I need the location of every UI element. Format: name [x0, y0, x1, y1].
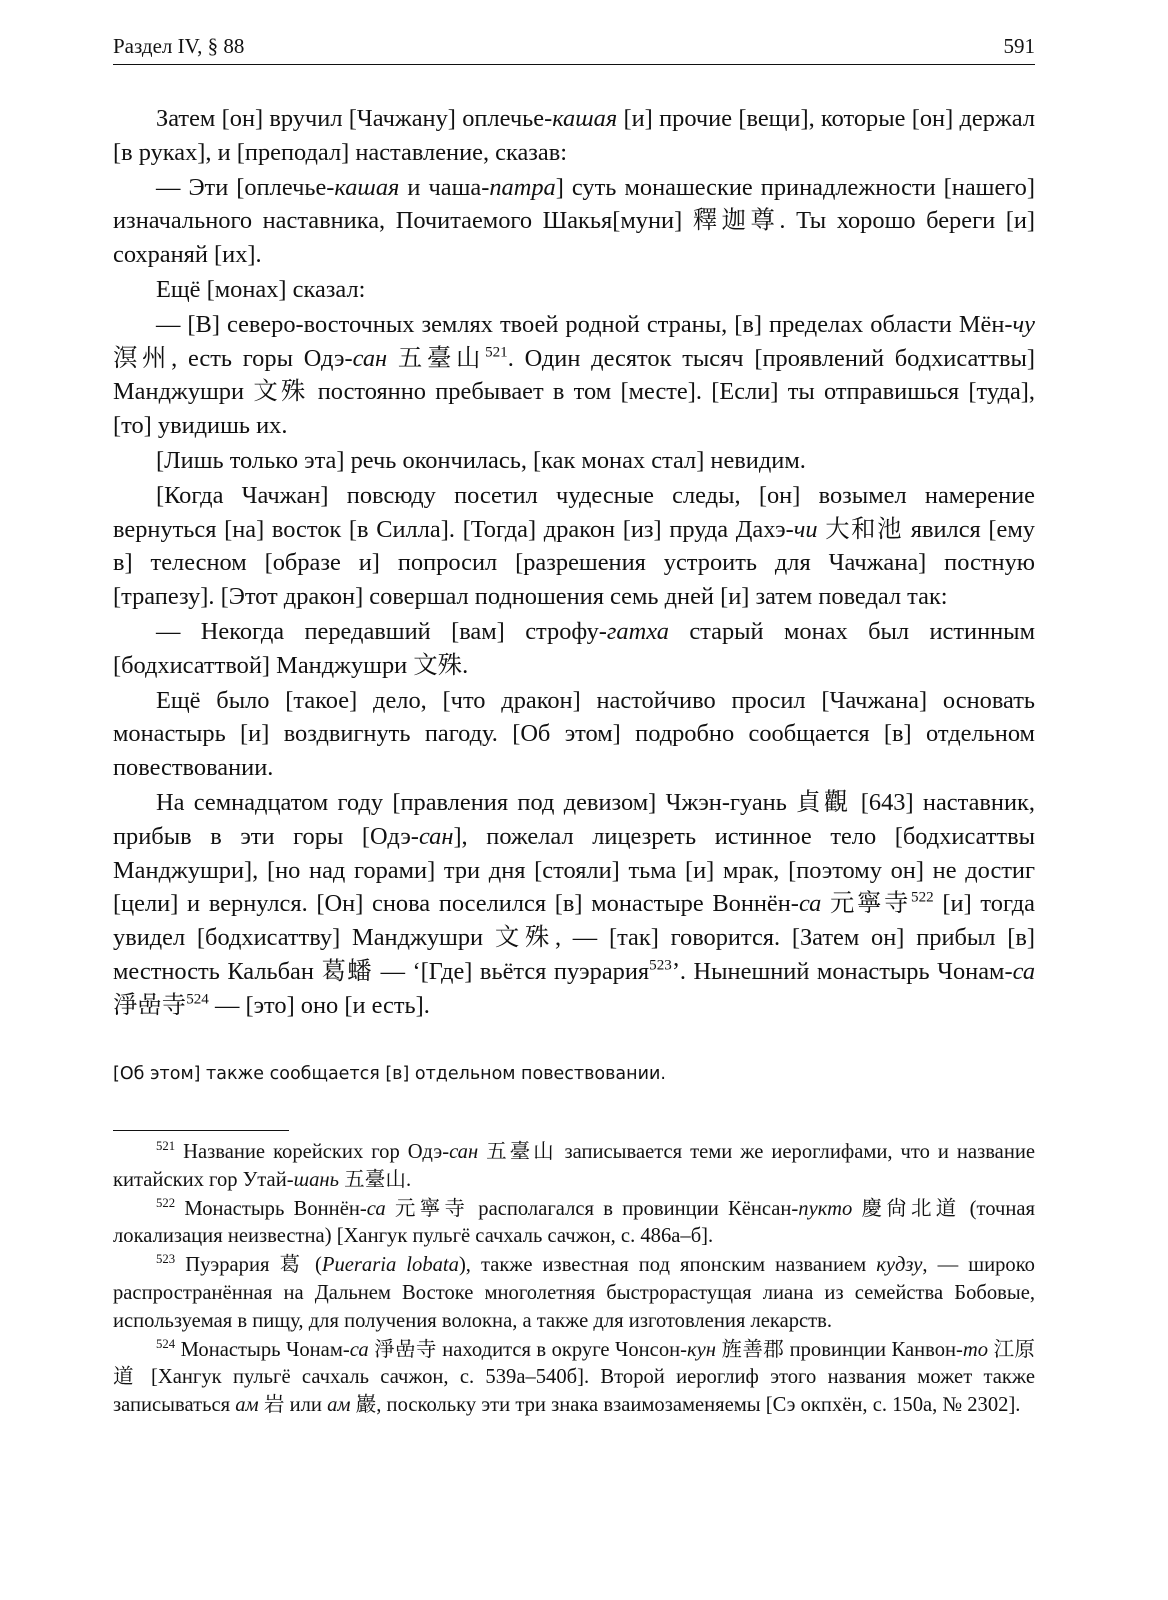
italic-term: сан: [352, 344, 388, 372]
footnote-number: 521: [156, 1139, 176, 1154]
text-span: 五臺山 записывается теми же иероглифами, что и название китайских гор Утай-: [113, 1141, 1035, 1191]
footnote-ref-522[interactable]: 522: [911, 889, 934, 906]
text-span: ’. Нынешний монастырь Чонам-: [671, 957, 1013, 985]
italic-term: Pueraria lobata: [321, 1254, 459, 1277]
text-span: ], пожелал лицезреть истинное тело [бодхисаттвы Манджушри], [но над горами] три дня [стояли] тьма [и] мрак, [поэтому он] не достиг [цели] и вернулся. [Он] снова поселился [в] монастыре Воннён-: [113, 822, 1035, 918]
text-span: — [В] северо-восточных землях твоей родной страны, [в] пределах области Мён-: [156, 310, 1013, 338]
text-span: 淨嵒寺: [113, 991, 187, 1019]
text-span: 慶尙北道 (точная локализация неизвестна) [Хангук пульгё сачхаль сачжон, с. 486а–б].: [113, 1197, 1036, 1248]
italic-term: сан: [418, 822, 454, 850]
text-span: Затем [он] вручил [Чачжану] оплечье-: [156, 105, 553, 132]
text-span: , — широко распространённая на Дальнем Востоке многолетняя быстрорастущая лиана из семейства Бобовые, используемая в пищу, для получения волокна, а также для изготовления лекарств.: [113, 1254, 1035, 1332]
inserted-note: [Об этом] также сообщается [в] отдельном повествовании.: [113, 1064, 666, 1084]
italic-term: са: [798, 890, 822, 918]
italic-term: са: [349, 1338, 369, 1361]
italic-term: ам: [327, 1394, 351, 1417]
italic-term: чи: [793, 515, 818, 543]
text-span: — Эти [оплечье-: [156, 173, 335, 201]
footnote-ref-524[interactable]: 524: [186, 991, 209, 1008]
page-number: 591: [1003, 34, 1035, 58]
text-span: 溟州, есть горы Одэ-: [113, 344, 353, 372]
paragraph-1: [113, 102, 1035, 170]
paragraph-2: [113, 171, 1035, 272]
italic-term: кашая: [334, 173, 400, 201]
footnote-number: 524: [156, 1336, 176, 1351]
italic-term: кудзу: [876, 1254, 923, 1277]
main-text: [113, 102, 1035, 1023]
footnote-524: [113, 1337, 1035, 1420]
footnote-number: 523: [156, 1252, 176, 1267]
italic-term: са: [366, 1197, 386, 1220]
text-span: 五臺山.: [339, 1168, 412, 1191]
text-span: Монастырь Чонам-: [175, 1338, 350, 1361]
text-span: и чаша-: [399, 173, 490, 201]
italic-term: шань: [293, 1168, 340, 1191]
text-span: старый монах был истинным [бодхисаттвой] Манджушри 文殊.: [113, 617, 1036, 679]
footnotes: [113, 1139, 1035, 1421]
paragraph-7: [113, 615, 1035, 683]
italic-term: то: [962, 1338, 989, 1361]
footnote-522: [113, 1196, 1035, 1252]
text-span: ), также известная под японским названием: [458, 1254, 877, 1277]
italic-term: са: [1012, 957, 1036, 985]
paragraph-4: [113, 308, 1035, 443]
text-span: Пуэрария 葛 (: [175, 1254, 322, 1277]
paragraph-3: Ещё [монах] сказал:: [156, 275, 366, 303]
text-span: 江原道 [Хангук пульгё сачхаль сачжон, с. 539а–540б]. Второй иероглиф этого названия может также записываться: [113, 1338, 1035, 1417]
text-span: 大和池 явился [ему в] телесном [образе и] попросил [разрешения устроить для Чачжана] постную [трапезу]. [Этот дракон] совершал подношения семь дней [и] затем поведал так:: [113, 515, 1035, 611]
text-span: [и] тогда увидел [бодхисаттву] Манджушри 文殊, — [так] говорится. [Затем он] прибыл [в] местность Кальбан 葛蟠 — ‘[Где] вьётся пуэрария: [113, 890, 1035, 985]
footnote-521: [113, 1139, 1035, 1195]
footnote-523: [113, 1252, 1035, 1335]
text-span: . Один десяток тысяч [проявлений бодхисаттвы] Манджушри 文殊 постоянно пребывает в том [месте]. [Если] ты отправишься [туда], [то] увидишь их.: [113, 344, 1035, 440]
italic-term: патра: [489, 173, 556, 201]
italic-term: кашая: [552, 105, 618, 132]
text-span: Название корейских гор Одэ-: [175, 1141, 450, 1163]
text-span: На семнадцатом году [правления под девизом] Чжэн-гуань 貞觀 [643] наставник, прибыв в эти горы [Одэ-: [113, 788, 1035, 850]
text-span: 岩 или: [258, 1394, 328, 1417]
italic-term: ам: [235, 1394, 259, 1417]
italic-term: сан: [449, 1141, 479, 1163]
header-rule: [113, 64, 1035, 65]
italic-term: пукто: [798, 1197, 853, 1220]
italic-term: чу: [1012, 310, 1035, 338]
text-span: — Некогда передавший [вам] строфу-: [156, 617, 607, 645]
paragraph-5: [Лишь только эта] речь окончилась, [как монах стал] невидим.: [156, 446, 806, 474]
italic-term: кун: [687, 1338, 716, 1361]
paragraph-8: Ещё было [такое] дело, [что дракон] настойчиво просил [Чачжана] основать монастырь [и] воздвигнуть пагоду. [Об этом] подробно сообщается [в] отдельном повествовании.: [113, 686, 1035, 782]
text-span: 巖, поскольку эти три знака взаимозаменяемы [Сэ окпхён, с. 150а, № 2302].: [350, 1394, 1021, 1417]
text-span: [и] прочие [вещи], которые [он] держал [в руках], и [преподал] наставление, сказав:: [113, 105, 1036, 166]
text-span: ] суть монашеские принадлежности [нашего] изначального наставника, Почитаемого Шакья[муни] 釋迦尊. Ты хорошо береги [и] сохраняй [их].: [113, 173, 1035, 269]
footnote-ref-521[interactable]: 521: [485, 344, 508, 361]
text-span: 旌善郡 провинции Канвон-: [716, 1338, 963, 1361]
footnote-number: 522: [156, 1195, 176, 1210]
italic-term: гатха: [606, 617, 669, 645]
text-span: 元寧寺 располагался в провинции Кёнсан-: [385, 1197, 799, 1220]
text-span: 元寧寺: [821, 890, 912, 918]
text-span: [Когда Чачжан] повсюду посетил чудесные следы, [он] возымел намерение вернуться [на] восток [в Силла]. [Тогда] дракон [из] пруда Дахэ-: [113, 481, 1035, 543]
paragraph-6: [113, 479, 1035, 614]
paragraph-9: [113, 786, 1035, 1023]
running-head: [113, 34, 1035, 64]
section-reference: Раздел IV, § 88: [113, 34, 245, 58]
text-span: 五臺山: [387, 344, 486, 372]
footnote-ref-523[interactable]: 523: [649, 957, 672, 974]
text-span: — [это] оно [и есть].: [208, 991, 430, 1019]
footnote-rule: [113, 1130, 289, 1131]
text-span: 淨嵒寺 находится в округе Чонсон-: [368, 1338, 687, 1361]
text-span: Монастырь Воннён-: [175, 1197, 367, 1220]
